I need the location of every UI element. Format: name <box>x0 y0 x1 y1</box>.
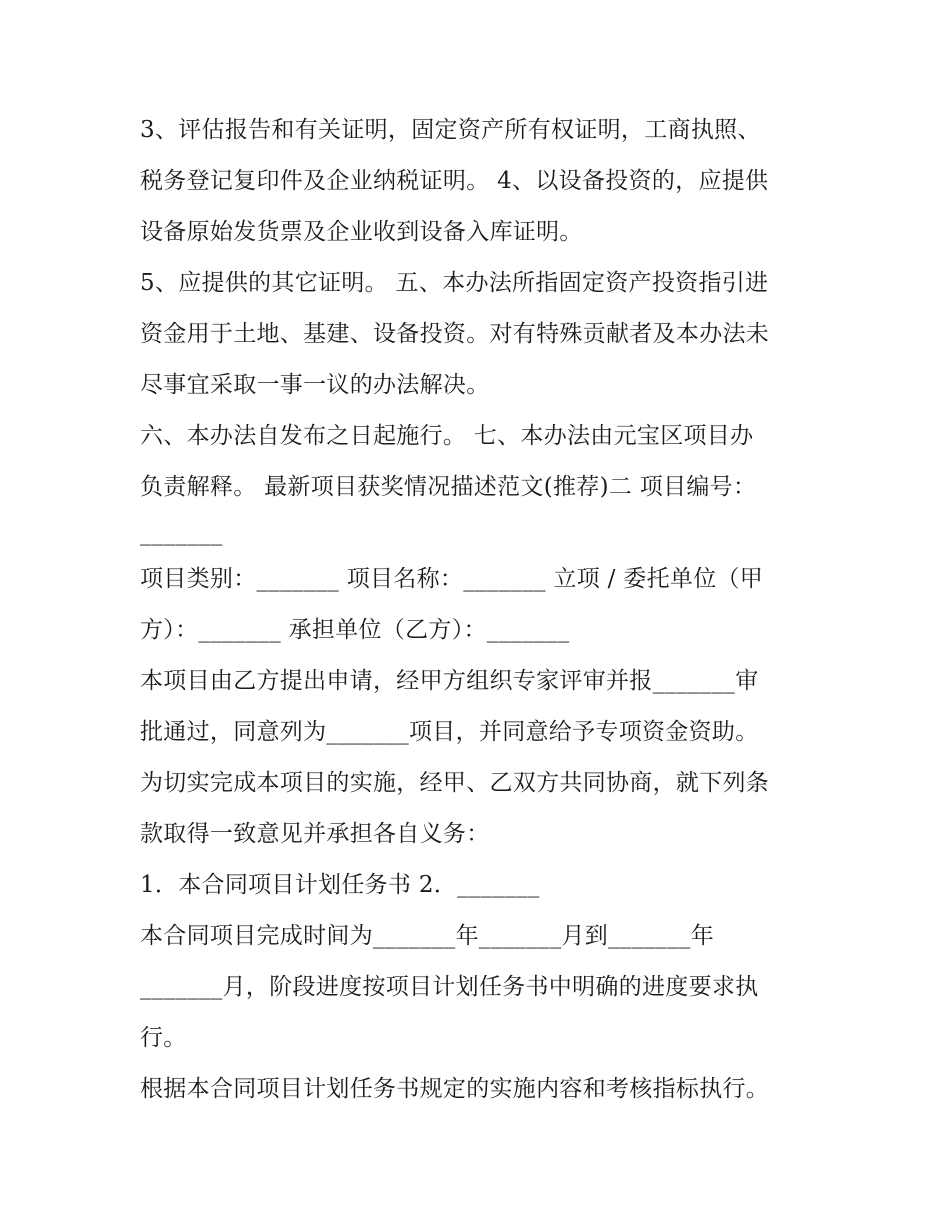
text-line: 为切实完成本项目的实施，经甲、乙双方共同协商，就下列条 <box>140 770 770 796</box>
text-line: 批通过，同意列为_______项目，并同意给予专项资金资助。 <box>140 719 759 745</box>
text-line: 3、评估报告和有关证明，固定资产所有权证明，工商执照、 <box>140 117 761 143</box>
text-line: _______ <box>140 520 223 546</box>
text-line: 款取得一致意见并承担各自义务： <box>140 821 490 847</box>
text-line: 尽事宜采取一事一议的办法解决。 <box>140 372 490 398</box>
text-line: 行。 <box>140 1025 187 1051</box>
text-line: 本合同项目完成时间为_______年_______月到_______年 <box>140 923 714 949</box>
text-line: 资金用于土地、基建、设备投资。对有特殊贡献者及本办法未 <box>140 321 770 347</box>
text-line: 本项目由乙方提出申请，经甲方组织专家评审并报_______审 <box>140 668 759 694</box>
text-line: 方）：_______ 承担单位（乙方）：_______ <box>140 617 570 643</box>
text-line: 负责解释。 最新项目获奖情况描述范文(推荐)二 项目编号： <box>140 474 757 500</box>
text-line: _______月，阶段进度按项目计划任务书中明确的进度要求执 <box>140 974 759 1000</box>
text-line: 项目类别：_______ 项目名称：_______ 立项 / 委托单位（甲 <box>140 566 764 592</box>
text-line: 1．本合同项目计划任务书 2．_______ <box>140 872 540 898</box>
text-line: 5、应提供的其它证明。 五、本办法所指固定资产投资指引进 <box>140 270 769 296</box>
text-line: 设备原始发货票及企业收到设备入库证明。 <box>140 219 583 245</box>
text-line: 税务登记复印件及企业纳税证明。 4、以设备投资的，应提供 <box>140 168 769 194</box>
text-line: 六、本办法自发布之日起施行。 七、本办法由元宝区项目办 <box>140 423 754 449</box>
text-line: 根据本合同项目计划任务书规定的实施内容和考核指标执行。 <box>140 1076 770 1102</box>
